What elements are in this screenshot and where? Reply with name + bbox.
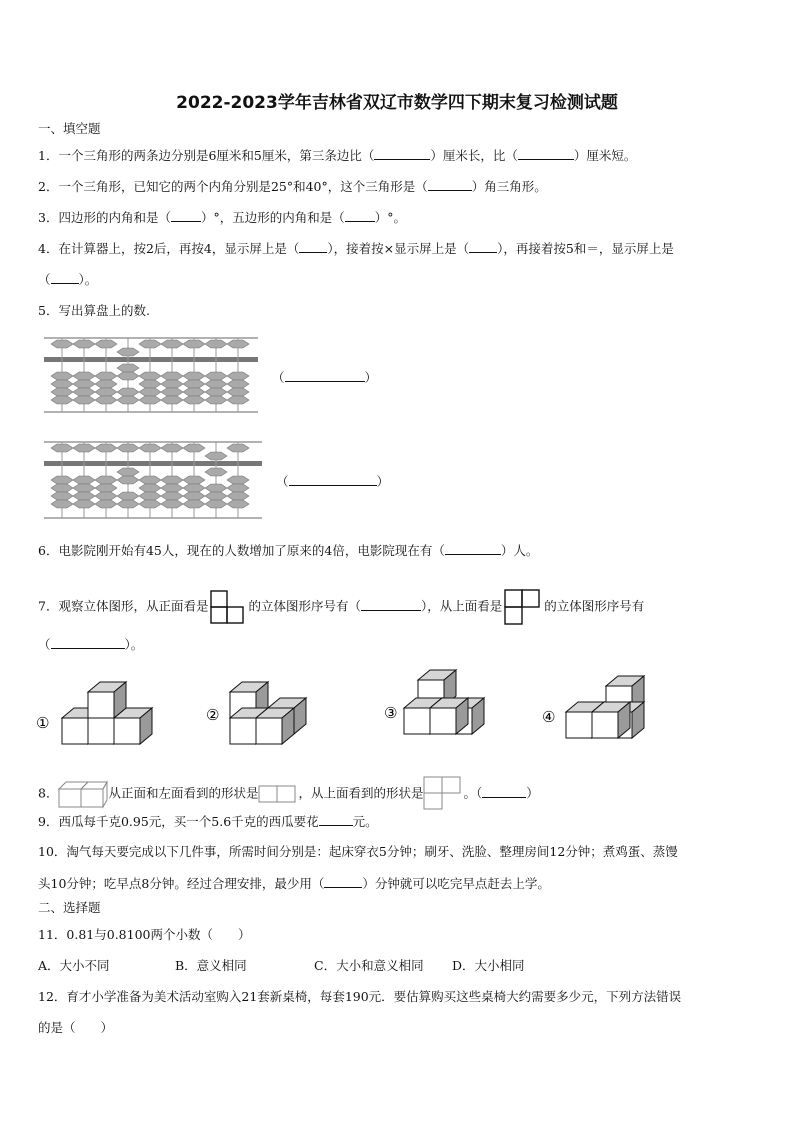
abacus-bead <box>183 396 205 404</box>
abacus-bead <box>73 492 95 500</box>
q10-text-b: 头10分钟；吃早点8分钟。经过合理安排，最少用（ <box>38 876 325 891</box>
abacus-bead <box>161 484 183 492</box>
abacus-bead <box>51 444 73 452</box>
abacus-bead <box>139 500 161 508</box>
question-3 <box>38 209 406 226</box>
abacus-2 <box>42 440 266 522</box>
abacus-bead <box>205 492 227 500</box>
q7-text-c: ），从上面看是 <box>420 598 503 614</box>
abacus-bead <box>95 492 117 500</box>
abacus-bead <box>117 444 139 452</box>
abacus-bead <box>183 388 205 396</box>
abacus-bead <box>139 340 161 348</box>
q4-text-e: ）。 <box>78 272 98 287</box>
abacus-bead <box>227 372 249 380</box>
q6-text-a: 6．电影院刚开始有45人，现在的人数增加了原来的4倍，电影院现在有（ <box>38 543 445 558</box>
abacus-bead <box>95 372 117 380</box>
abacus-bead <box>139 372 161 380</box>
abacus-bead <box>205 372 227 380</box>
option-a[interactable]: A．大小不同 <box>38 958 110 973</box>
abacus-bead <box>227 476 249 484</box>
page-title: 2022-2023学年吉林省双辽市数学四下期末复习检测试题 <box>176 93 618 113</box>
q1-blank-1[interactable] <box>374 147 430 160</box>
question-4-line-1 <box>38 240 674 257</box>
q3-blank-2[interactable] <box>345 209 375 222</box>
option-b[interactable]: B．意义相同 <box>175 958 247 973</box>
q2-text-b: ）角三角形。 <box>471 179 547 194</box>
abacus-bead <box>183 500 205 508</box>
q1-text-b: ）厘米长，比（ <box>430 148 518 163</box>
abacus-bead <box>51 492 73 500</box>
q2-blank[interactable] <box>428 178 472 191</box>
abacus-bead <box>227 484 249 492</box>
abacus-bead <box>161 476 183 484</box>
abacus-bead <box>95 484 117 492</box>
abacus-bead <box>95 388 117 396</box>
abacus-bead <box>161 500 183 508</box>
q5-open-2: （ <box>276 474 289 489</box>
abacus-bead <box>73 500 95 508</box>
q1-text-c: ）厘米短。 <box>573 148 637 163</box>
q6-text-b: ）人。 <box>500 543 539 558</box>
abacus-bead <box>139 380 161 388</box>
abacus-bead <box>183 340 205 348</box>
abacus-bead <box>117 492 139 500</box>
question-9 <box>38 813 378 830</box>
q5-close-1: ） <box>364 370 378 385</box>
q2-text-a: 2．一个三角形，已知它的两个内角分别是25°和40°，这个三角形是（ <box>38 179 428 194</box>
abacus-bead <box>117 364 139 372</box>
abacus-bead <box>183 380 205 388</box>
question-11-options <box>38 958 525 974</box>
q1-blank-2[interactable] <box>518 147 574 160</box>
option-c[interactable]: C．大小和意义相同 <box>314 958 424 973</box>
question-12-line-2: 的是（ ） <box>38 1020 114 1035</box>
figure-label-1: ① <box>36 714 50 732</box>
q3-text-b: ）°，五边形的内角和是（ <box>200 210 345 225</box>
fig3-cube <box>430 698 468 734</box>
solid-figures <box>34 664 664 760</box>
abacus-bead <box>95 476 117 484</box>
q4-text-c: ），再接着按5和＝，显示屏上是 <box>497 241 674 256</box>
fig2-cube <box>256 708 294 744</box>
abacus-bead <box>227 396 249 404</box>
q4-blank-2[interactable] <box>469 240 497 253</box>
section-choice-heading: 二、选择题 <box>38 900 101 915</box>
q7-text-d: 的立体图形序号有 <box>544 598 645 614</box>
abacus-bead <box>117 468 139 476</box>
q7-text-e: （ <box>38 637 51 652</box>
q1-text-a: 1．一个三角形的两条边分别是6厘米和5厘米，第三条边比（ <box>38 148 375 163</box>
abacus-bead <box>205 500 227 508</box>
abacus-bead <box>73 372 95 380</box>
abacus-bead <box>205 452 227 460</box>
abacus-bead <box>205 468 227 476</box>
q7-text-b: 的立体图形序号有（ <box>248 598 361 614</box>
question-5: 5．写出算盘上的数. <box>38 303 150 318</box>
q8-text-d: ） <box>526 785 539 801</box>
question-12-line-1: 12．育才小学准备为美术活动室购入21套新桌椅，每套190元．要估算购买这些桌椅大约需要多少元，下列方法错误 <box>38 989 682 1004</box>
abacus-bead <box>183 492 205 500</box>
abacus-bead <box>73 484 95 492</box>
abacus-bead <box>51 396 73 404</box>
q4-blank-1[interactable] <box>299 240 327 253</box>
figure-label-2: ② <box>206 706 220 724</box>
question-10-line-1: 10．淘气每天要完成以下几件事，所需时间分别是：起床穿衣5分钟；刷牙、洗脸、整理房间12分钟；煮鸡蛋、蒸馒 <box>38 844 678 859</box>
abacus-bead <box>139 388 161 396</box>
abacus-bead <box>227 492 249 500</box>
q8-blank[interactable] <box>482 785 526 798</box>
fig4-cube <box>592 702 630 738</box>
question-1 <box>38 147 636 164</box>
q8-top-view <box>423 776 463 812</box>
figure-label-4: ④ <box>542 708 556 726</box>
abacus-bead <box>205 340 227 348</box>
abacus-1-rods <box>51 338 249 412</box>
abacus-bead <box>73 396 95 404</box>
question-10-line-2 <box>38 875 550 892</box>
q8-text-b: ，从上面看到的形状是 <box>298 785 424 801</box>
abacus-bead <box>161 340 183 348</box>
abacus-bead <box>95 396 117 404</box>
abacus-bead <box>139 476 161 484</box>
q5-answer-2 <box>276 473 389 490</box>
abacus-bead <box>51 500 73 508</box>
q8-solid-shape <box>58 779 108 809</box>
q7-text-f: ）。 <box>124 637 144 652</box>
question-11: 11．0.81与0.8100两个小数（ ） <box>38 927 251 942</box>
abacus-bead <box>161 492 183 500</box>
question-7-line-2 <box>38 636 143 653</box>
abacus-2-rods <box>51 442 249 518</box>
abacus-bead <box>73 340 95 348</box>
question-6 <box>38 542 538 559</box>
abacus-bead <box>139 396 161 404</box>
abacus-bead <box>161 388 183 396</box>
abacus-bead <box>139 444 161 452</box>
q8-front-left-view <box>258 785 298 803</box>
q6-blank[interactable] <box>445 542 501 555</box>
abacus-bead <box>95 340 117 348</box>
abacus-bead <box>227 380 249 388</box>
abacus-bead <box>117 348 139 356</box>
abacus-bead <box>117 500 139 508</box>
abacus-bead <box>51 372 73 380</box>
abacus-bead <box>95 380 117 388</box>
q8-text-a: 从正面和左面看到的形状是 <box>108 785 259 801</box>
abacus-bead <box>51 484 73 492</box>
q9-text-a: 9．西瓜每千克0.95元，买一个5.6千克的西瓜要花 <box>38 814 319 829</box>
question-2 <box>38 178 547 195</box>
abacus-bead <box>73 380 95 388</box>
abacus-bead <box>227 340 249 348</box>
abacus-bead <box>139 484 161 492</box>
q10-text-c: ）分钟就可以吃完早点赶去上学。 <box>362 876 550 891</box>
abacus-bead <box>95 500 117 508</box>
abacus-bead <box>117 396 139 404</box>
abacus-bead <box>227 388 249 396</box>
q7-text-a: 7．观察立体图形，从正面看是 <box>38 598 209 614</box>
q5-blank-2[interactable] <box>289 473 377 486</box>
q9-text-b: 元。 <box>352 814 378 829</box>
q9-blank[interactable] <box>319 813 353 826</box>
abacus-bead <box>117 388 139 396</box>
q7-blank-1[interactable] <box>361 598 421 611</box>
abacus-bead <box>117 476 139 484</box>
abacus-bead <box>161 380 183 388</box>
q4-text-a: 4．在计算器上，按2后，再按4，显示屏上是（ <box>38 241 300 256</box>
q5-close-2: ） <box>376 474 390 489</box>
abacus-bead <box>139 492 161 500</box>
front-view-shape <box>210 590 246 624</box>
q3-blank-1[interactable] <box>171 209 201 222</box>
abacus-bead <box>227 500 249 508</box>
section-fill-heading: 一、填空题 <box>38 121 101 136</box>
q4-blank-3[interactable] <box>51 271 79 284</box>
q5-open-1: （ <box>272 370 285 385</box>
figure-label-3: ③ <box>384 704 398 722</box>
abacus-bead <box>51 380 73 388</box>
q10-blank[interactable] <box>324 875 362 888</box>
abacus-bead <box>183 476 205 484</box>
question-4-line-2 <box>38 271 97 288</box>
abacus-bead <box>51 340 73 348</box>
q3-text-a: 3．四边形的内角和是（ <box>38 210 171 225</box>
abacus-1 <box>42 336 262 416</box>
option-d[interactable]: D．大小相同 <box>452 958 525 973</box>
abacus-bead <box>205 388 227 396</box>
abacus-bead <box>161 372 183 380</box>
q4-text-d: （ <box>38 272 51 287</box>
abacus-bead <box>205 396 227 404</box>
question-8 <box>38 776 539 812</box>
abacus-bead <box>183 372 205 380</box>
abacus-bead <box>161 444 183 452</box>
abacus-bead <box>73 476 95 484</box>
top-view-shape <box>504 589 542 625</box>
fig1-cube <box>88 682 126 718</box>
abacus-bead <box>95 444 117 452</box>
abacus-bead <box>205 484 227 492</box>
abacus-bead <box>161 396 183 404</box>
abacus-bead <box>51 388 73 396</box>
abacus-bead <box>117 372 139 380</box>
abacus-bead <box>73 444 95 452</box>
abacus-bead <box>183 484 205 492</box>
q7-blank-2[interactable] <box>51 636 125 649</box>
abacus-bead <box>73 388 95 396</box>
q5-answer-1 <box>272 369 377 386</box>
q4-text-b: ），接着按×显示屏上是（ <box>327 241 470 256</box>
q8-text-c: 。（ <box>463 785 483 801</box>
abacus-bead <box>51 476 73 484</box>
q5-blank-1[interactable] <box>285 369 365 382</box>
q8-number: 8． <box>38 785 59 801</box>
question-7-line-1 <box>38 589 644 625</box>
abacus-bead <box>227 444 249 452</box>
abacus-bead <box>205 380 227 388</box>
q3-text-c: ）°。 <box>374 210 406 225</box>
abacus-bead <box>183 444 205 452</box>
